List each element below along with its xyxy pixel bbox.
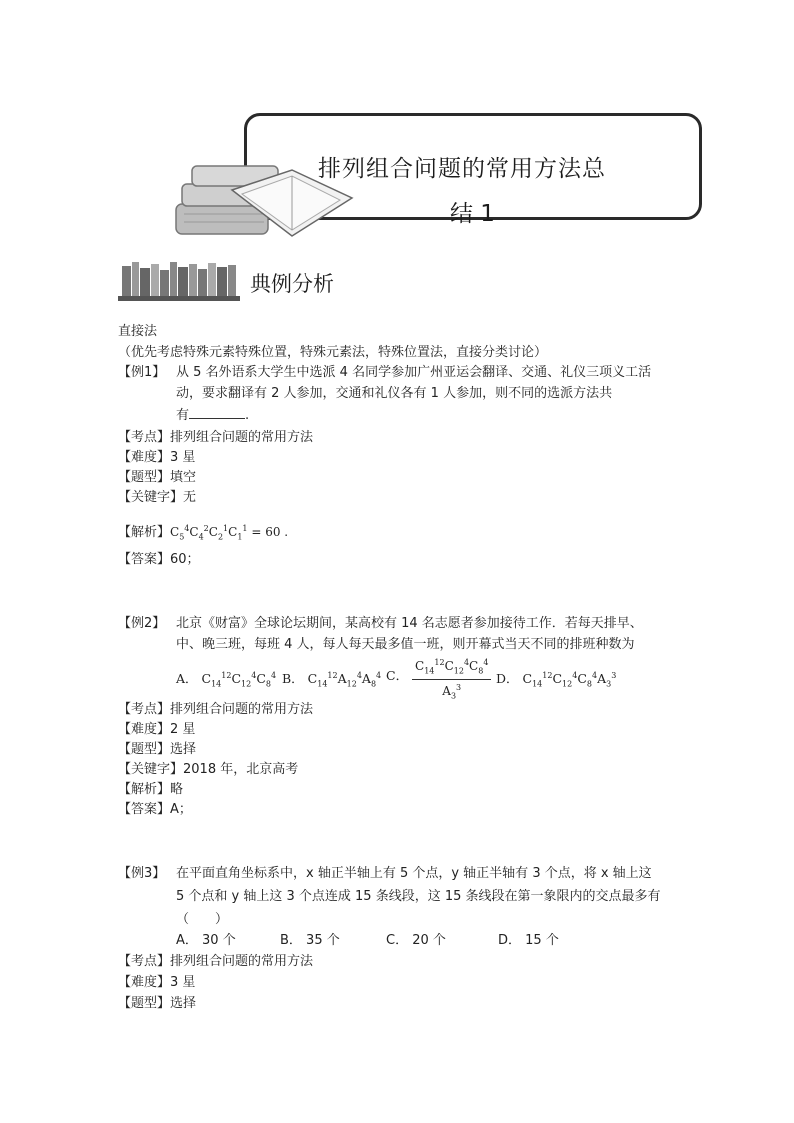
ex2-option-d: D． $C_{14}^{12}C_{12}^4C_8^4A_3^3$ (496, 671, 617, 689)
ex1-text3b: . (245, 408, 250, 423)
ex3-kaodian: 【考点】排列组合问题的常用方法 (118, 954, 314, 969)
ex1-text1: 从 5 名外语系大学生中选派 4 名同学参加广州亚运会翻译、交通、礼仪三项义工活 (176, 365, 652, 380)
ex2-jiexi: 【解析】略 (118, 782, 184, 797)
ex1-text2: 动，要求翻译有 2 人参加，交通和礼仪各有 1 人参加，则不同的选派方法共 (176, 386, 613, 401)
ex2-daan: 【答案】A； (118, 802, 192, 817)
ex1-result: = 60 . (251, 525, 289, 539)
page-title-line2: 结 1 (450, 201, 495, 227)
method-heading: 直接法 (118, 324, 158, 339)
answer-blank (189, 405, 245, 419)
ex3-option-c: C． 20 个 (386, 933, 446, 948)
page-title-line1: 排列组合问题的常用方法总 (318, 156, 606, 182)
ex3-tixing: 【题型】选择 (118, 996, 197, 1011)
ex3-text3: （ ） (176, 912, 229, 927)
ex2-kaodian: 【考点】排列组合问题的常用方法 (118, 702, 314, 717)
bookshelf-icon (118, 258, 240, 302)
ex3-text2: 5 个点和 y 轴上这 3 个点连成 15 条线段，这 15 条线段在第一象限内的交点最多有 (176, 889, 661, 904)
ex2-text1: 北京《财富》全球论坛期间，某高校有 14 名志愿者参加接待工作．若每天排早、 (176, 616, 643, 631)
ex1-nandu: 【难度】3 星 (118, 450, 196, 465)
ex1-jiexi-label: 【解析】 (118, 525, 171, 540)
ex3-text1: 在平面直角坐标系中，x 轴正半轴上有 5 个点，y 轴正半轴有 3 个点，将 x 轴上这 (176, 866, 652, 881)
ex3-nandu: 【难度】3 星 (118, 975, 196, 990)
ex1-formula: $C_5^4C_4^2C_2^1C_1^1$ (170, 524, 248, 542)
method-note: （优先考虑特殊元素特殊位置，特殊元素法，特殊位置法，直接分类讨论） (118, 345, 548, 360)
ex1-guanjianzi: 【关键字】无 (118, 490, 197, 505)
ex3-option-a: A． 30 个 (176, 933, 236, 948)
ex2-nandu: 【难度】2 星 (118, 722, 196, 737)
ex3-label: 【例3】 (118, 866, 166, 881)
ex2-text2: 中、晚三班，每班 4 人，每人每天最多值一班，则开幕式当天不同的排班种数为 (176, 637, 635, 652)
ex2-option-c: C． (386, 668, 409, 683)
ex1-text3 (176, 405, 249, 426)
ex3-option-d: D． 15 个 (498, 933, 559, 948)
section-title: 典例分析 (250, 272, 334, 296)
ex3-option-b: B． 35 个 (280, 933, 340, 948)
ex2-option-b: B． $C_{14}^{12}A_{12}^4A_8^4$ (282, 671, 382, 689)
ex2-option-a: A． $C_{14}^{12}C_{12}^4C_8^4$ (176, 671, 277, 689)
ex1-label: 【例1】 (118, 365, 166, 380)
ex2-label: 【例2】 (118, 616, 166, 631)
ex1-tixing: 【题型】填空 (118, 470, 197, 485)
ex1-daan: 【答案】60； (118, 552, 200, 567)
ex1-kaodian: 【考点】排列组合问题的常用方法 (118, 430, 314, 445)
ex1-text3a: 有 (176, 408, 190, 423)
ex2-guanjianzi: 【关键字】2018 年，北京高考 (118, 762, 299, 777)
ex2-option-c-fraction: $\frac{C_{14}^{12}C_{12}^4C_8^4}{A_3^3}$ (412, 655, 491, 705)
ex1-jiexi (118, 519, 288, 547)
ex2-tixing: 【题型】选择 (118, 742, 197, 757)
